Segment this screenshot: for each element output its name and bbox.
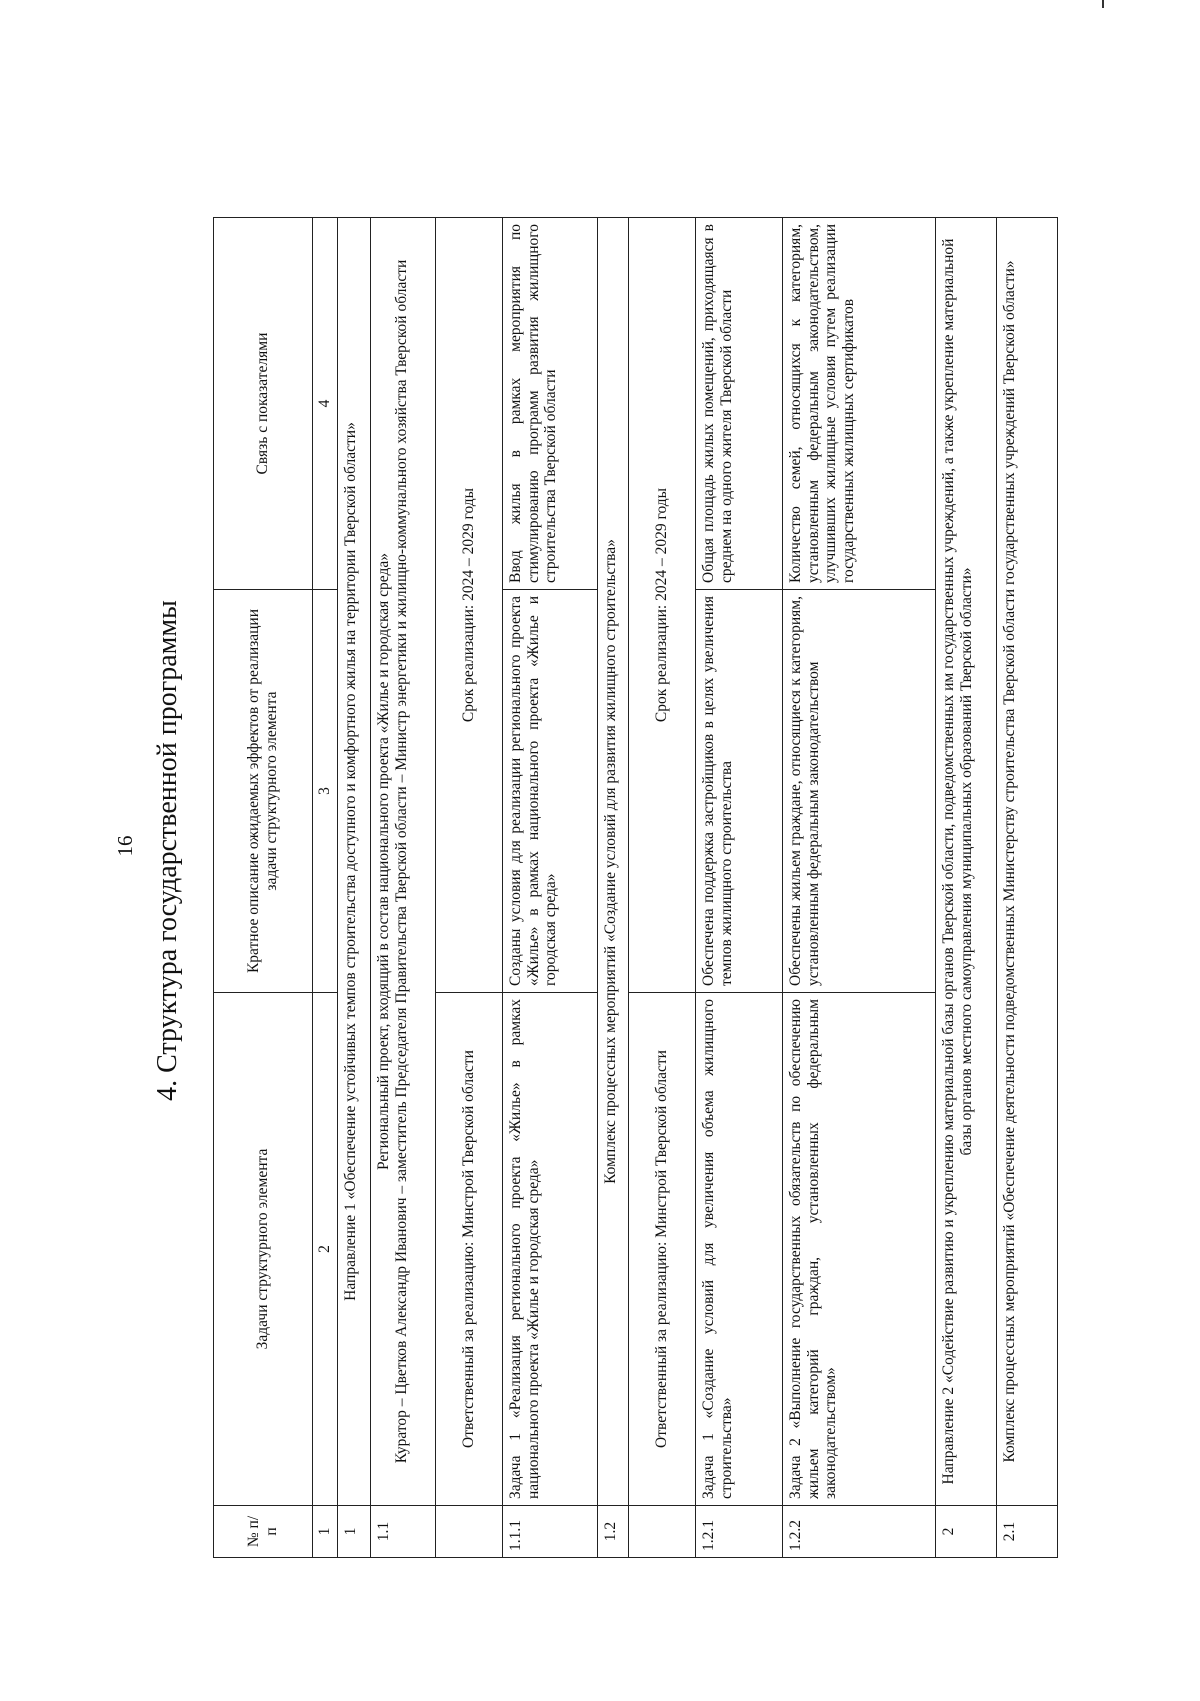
indicator-link-text: Общая площадь жилых помещений, приходящаяся в среднем на одного жителя Тверской области bbox=[695, 218, 782, 590]
responsible-text: Ответственный за реализацию: Минстрой Тверской области bbox=[628, 993, 695, 1506]
row-number: 1.2.2 bbox=[782, 1506, 935, 1558]
table-header-row bbox=[214, 218, 313, 1558]
indicator-link-text: Количество семей, относящихся к категориям, установленным федеральным законодательством, улучшивших жилищные условия путем реализации государственных жилищных сертификатов bbox=[782, 218, 935, 590]
row-number: 1.2.1 bbox=[695, 1506, 782, 1558]
task-text: Задача 1 «Создание условий для увеличения объема жилищного строительства» bbox=[695, 993, 782, 1506]
effect-text: Созданы условия для реализации регионального проекта «Жилье» в рамках национального проекта «Жилье и городская среда» bbox=[502, 590, 597, 993]
row-number: 1.1.1 bbox=[502, 1506, 597, 1558]
term-text: Срок реализации: 2024 – 2029 годы bbox=[435, 218, 502, 993]
header-number: № п/п bbox=[214, 1506, 313, 1558]
complex-1-2-responsible-row bbox=[628, 218, 695, 1558]
header-tasks: Задачи структурного элемента bbox=[214, 993, 313, 1506]
effect-text: Обеспечена поддержка застройщиков в целях увеличения темпов жилищного строительства bbox=[695, 590, 782, 993]
complex-1-2-text: Комплекс процессных мероприятий «Создание условий для развития жилищного строительства» bbox=[597, 218, 628, 1506]
effect-text: Обеспечены жильем граждане, относящиеся к категориям, установленным федеральным законодательством bbox=[782, 590, 935, 993]
task-text: Задача 1 «Реализация регионального проекта «Жилье» в рамках национального проекта «Жилье и городская среда» bbox=[502, 993, 597, 1506]
header-effects: Кратное описание ожидаемых эффектов от реализации задачи структурного элемента bbox=[214, 590, 313, 993]
column-number: 2 bbox=[313, 993, 338, 1506]
project-1-1-row bbox=[370, 218, 435, 1558]
task-text: Задача 2 «Выполнение государственных обязательств по обеспечению жильем категорий граждан, установленных федеральным законодательством» bbox=[782, 993, 935, 1506]
column-number: 1 bbox=[313, 1506, 338, 1558]
direction-1-row bbox=[337, 218, 370, 1558]
responsible-text: Ответственный за реализацию: Минстрой Тверской области bbox=[435, 993, 502, 1506]
column-number: 4 bbox=[313, 218, 338, 590]
header-indicators: Связь с показателями bbox=[214, 218, 313, 590]
row-number: 1 bbox=[337, 1506, 370, 1558]
complex-2-1-text: Комплекс процессных мероприятий «Обеспечение деятельности подведомственных Министерству строительства Тверской области государственных учреждений Тверской области» bbox=[996, 218, 1057, 1506]
task-1-1-1-row bbox=[502, 218, 597, 1558]
row-number: 2 bbox=[935, 1506, 996, 1558]
row-number: 2.1 bbox=[996, 1506, 1057, 1558]
page-number: 16 bbox=[113, 835, 137, 857]
term-text: Срок реализации: 2024 – 2029 годы bbox=[628, 218, 695, 993]
complex-1-2-row bbox=[597, 218, 628, 1558]
page-title: 4. Структура государственной программы bbox=[152, 600, 183, 1101]
task-1-2-2-row bbox=[782, 218, 935, 1558]
direction-2-row bbox=[935, 218, 996, 1558]
row-number: 1.2 bbox=[597, 1506, 628, 1558]
task-1-2-1-row bbox=[695, 218, 782, 1558]
column-number: 3 bbox=[313, 590, 338, 993]
complex-2-1-row bbox=[996, 218, 1057, 1558]
project-1-1-cell bbox=[370, 218, 435, 1506]
project-1-1-title: Региональный проект, входящий в состав национального проекта «Жилье и городская среда» bbox=[374, 553, 392, 1170]
column-number-row bbox=[313, 218, 338, 1558]
indicator-link-text: Ввод жилья в рамках мероприятия по стимулированию программ развития жилищного строительства Тверской области bbox=[502, 218, 597, 590]
program-structure-table bbox=[213, 217, 1058, 1558]
direction-2-text: Направление 2 «Содействие развитию и укреплению материальной базы органов Тверской области, подведомственных им государственных учреждений, а также укрепление материальной базы органов местного самоуправления муниципальных образований Тверской области» bbox=[935, 218, 996, 1506]
row-number: 1.1 bbox=[370, 1506, 435, 1558]
direction-1-text: Направление 1 «Обеспечение устойчивых темпов строительства доступного и комфортного жилья на территории Тверской области» bbox=[337, 218, 370, 1506]
project-1-1-responsible-row bbox=[435, 218, 502, 1558]
project-1-1-curator: Куратор – Цветков Александр Иванович – заместитель Председателя Правительства Тверской области – Министр энергетики и жилищно-коммунального хозяйства Тверской области bbox=[392, 259, 410, 1464]
